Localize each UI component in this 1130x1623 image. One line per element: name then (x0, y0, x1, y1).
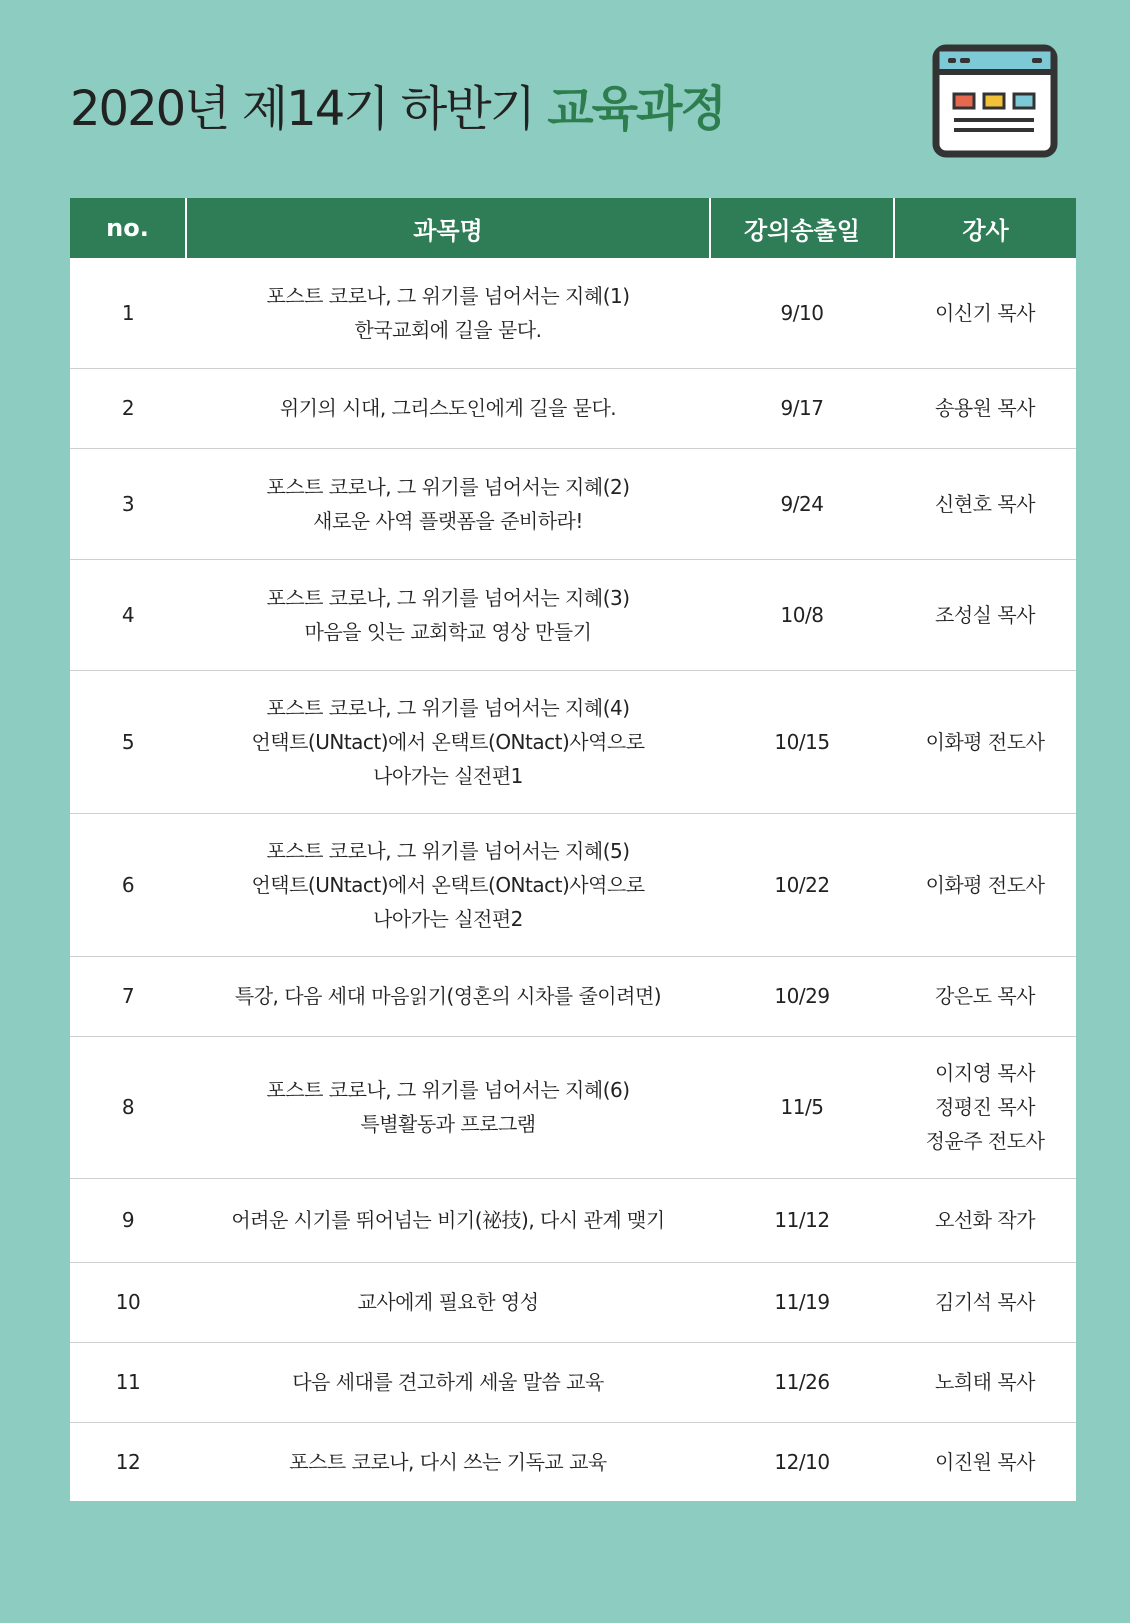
course-title-line: 특별활동과 프로그램 (360, 1112, 536, 1136)
lecturer-cell (894, 1036, 1076, 1178)
lecturer-name: 오선화 작가 (935, 1208, 1035, 1232)
broadcast-date: 11/12 (710, 1178, 894, 1262)
browser-window-icon (932, 44, 1058, 158)
broadcast-date: 10/15 (710, 670, 894, 813)
row-number: 8 (70, 1036, 186, 1178)
lecturer-cell (894, 448, 1076, 559)
course-title-cell (186, 448, 710, 559)
lecturer-name: 정윤주 전도사 (925, 1129, 1045, 1153)
curriculum-table (70, 198, 1076, 1501)
lecturer-name: 조성실 목사 (935, 602, 1035, 627)
lecturer-name: 송용원 목사 (935, 396, 1035, 420)
course-title-line: 포스트 코로나, 그 위기를 넘어서는 지혜(5) (266, 838, 630, 863)
header-lecturer: 강사 (894, 198, 1076, 258)
course-title-line: 특강, 다음 세대 마음읽기(영혼의 시차를 줄이려면) (234, 984, 662, 1008)
broadcast-date: 11/5 (710, 1036, 894, 1178)
course-title-line: 포스트 코로나, 그 위기를 넘어서는 지혜(3) (266, 585, 630, 610)
row-number: 9 (70, 1178, 186, 1262)
lecturer-name: 김기석 목사 (935, 1290, 1035, 1314)
course-title-cell (186, 813, 710, 956)
lecturer-name: 강은도 목사 (935, 984, 1035, 1008)
broadcast-date: 10/22 (710, 813, 894, 956)
row-number: 4 (70, 559, 186, 670)
lecturer-cell (894, 956, 1076, 1036)
row-number: 2 (70, 368, 186, 448)
table-row (70, 1036, 1076, 1178)
broadcast-date: 10/29 (710, 956, 894, 1036)
course-title-cell (186, 258, 710, 368)
course-title-cell (186, 1422, 710, 1501)
lecturer-cell (894, 1178, 1076, 1262)
broadcast-date: 9/17 (710, 368, 894, 448)
table-row (70, 1342, 1076, 1422)
row-number: 11 (70, 1342, 186, 1422)
lecturer-cell (894, 813, 1076, 956)
lecturer-name: 이화평 전도사 (925, 872, 1045, 897)
lecturer-name: 노희태 목사 (935, 1370, 1035, 1394)
course-title-line: 언택트(UNtact)에서 온택트(ONtact)사역으로 (251, 872, 645, 897)
course-title-line: 한국교회에 길을 묻다. (354, 317, 542, 342)
course-title-line: 언택트(UNtact)에서 온택트(ONtact)사역으로 (251, 729, 645, 754)
row-number: 7 (70, 956, 186, 1036)
table-row (70, 813, 1076, 956)
table-row (70, 368, 1076, 448)
row-number: 6 (70, 813, 186, 956)
course-title-cell (186, 1262, 710, 1342)
course-title-line: 위기의 시대, 그리스도인에게 길을 묻다. (279, 396, 617, 420)
page-title-accent: 교육과정 (547, 81, 725, 137)
course-title-line: 포스트 코로나, 그 위기를 넘어서는 지혜(6) (266, 1078, 630, 1102)
course-title-line: 포스트 코로나, 그 위기를 넘어서는 지혜(1) (266, 283, 630, 308)
lecturer-name: 이신기 목사 (935, 300, 1035, 325)
broadcast-date: 11/26 (710, 1342, 894, 1422)
course-title-line: 교사에게 필요한 영성 (357, 1290, 539, 1314)
course-title-line: 포스트 코로나, 그 위기를 넘어서는 지혜(2) (266, 474, 630, 499)
course-title-cell (186, 368, 710, 448)
row-number: 5 (70, 670, 186, 813)
course-title-line: 마음을 잇는 교회학교 영상 만들기 (304, 619, 592, 644)
course-title-cell (186, 1342, 710, 1422)
course-title-cell (186, 956, 710, 1036)
course-title-line: 새로운 사역 플랫폼을 준비하라! (313, 508, 583, 533)
course-title-line: 나아가는 실전편2 (373, 906, 523, 931)
lecturer-name: 이진원 목사 (935, 1449, 1035, 1474)
course-title-cell (186, 670, 710, 813)
lecturer-name: 이화평 전도사 (925, 729, 1045, 754)
lecturer-cell (894, 258, 1076, 368)
table-row (70, 670, 1076, 813)
lecturer-name: 이지영 목사 (935, 1061, 1035, 1085)
broadcast-date: 9/24 (710, 448, 894, 559)
header-broadcast-date: 강의송출일 (710, 198, 894, 258)
broadcast-date: 10/8 (710, 559, 894, 670)
broadcast-date: 9/10 (710, 258, 894, 368)
lecturer-cell (894, 559, 1076, 670)
table-row (70, 1262, 1076, 1342)
table-row (70, 1178, 1076, 1262)
table-row (70, 1422, 1076, 1501)
broadcast-date: 12/10 (774, 1449, 830, 1474)
lecturer-name: 정평진 목사 (935, 1095, 1035, 1119)
table-row (70, 559, 1076, 670)
table-row (70, 448, 1076, 559)
lecturer-cell (894, 1422, 1076, 1501)
page-title-main: 2020년 제14기 하반기 (70, 81, 548, 137)
lecturer-cell (894, 368, 1076, 448)
broadcast-date: 11/19 (710, 1262, 894, 1342)
row-number: 12 (115, 1449, 141, 1474)
row-number: 3 (70, 448, 186, 559)
page-title (70, 70, 725, 139)
course-title-cell (186, 1178, 710, 1262)
course-title-line: 포스트 코로나, 그 위기를 넘어서는 지혜(4) (266, 695, 630, 720)
lecturer-cell (894, 1262, 1076, 1342)
table-header-row (70, 198, 1076, 258)
header-course-name: 과목명 (186, 198, 710, 258)
lecturer-cell (894, 1342, 1076, 1422)
table-row (70, 956, 1076, 1036)
course-title-cell (186, 559, 710, 670)
header-no: no. (70, 198, 186, 258)
row-number: 10 (70, 1262, 186, 1342)
lecturer-cell (894, 670, 1076, 813)
course-title-cell (186, 1036, 710, 1178)
course-title-line: 어려운 시기를 뛰어넘는 비기(祕技), 다시 관계 맺기 (231, 1208, 665, 1232)
course-title-line: 다음 세대를 견고하게 세울 말씀 교육 (292, 1370, 604, 1394)
course-title-line: 포스트 코로나, 다시 쓰는 기독교 교육 (289, 1449, 607, 1474)
course-title-line: 나아가는 실전편1 (373, 763, 523, 788)
row-number: 1 (70, 258, 186, 368)
table-row (70, 258, 1076, 368)
lecturer-name: 신현호 목사 (935, 491, 1035, 516)
